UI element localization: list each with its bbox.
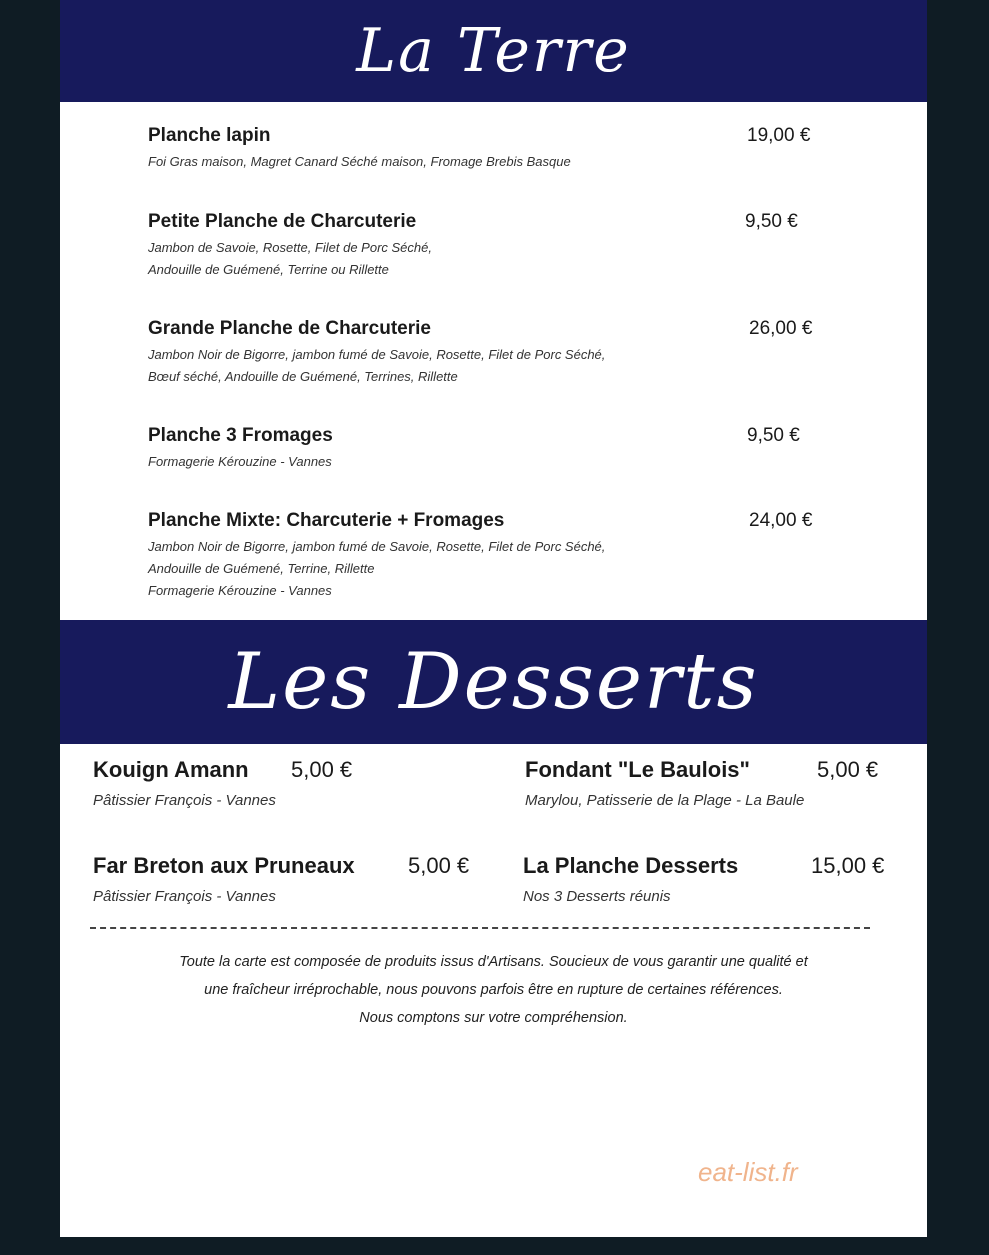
dessert-item <box>525 757 895 809</box>
item-name: Petite Planche de Charcuterie <box>148 211 417 232</box>
les-desserts-title: Les Desserts <box>228 637 759 727</box>
dessert-price: 15,00 € <box>811 853 885 878</box>
menu-item <box>148 125 848 173</box>
notice-text: Toute la carte est composée de produits issus d'Artisans. Soucieux de vous garantir une qualité et une fraîcheur irréprochable, nous pouvons parfois être en rupture de certaines références. Nous comptons sur votre compréhension. <box>179 954 808 1026</box>
menu-item <box>148 425 848 473</box>
item-description: Foi Gras maison, Magret Canard Séché maison, Fromage Brebis Basque <box>148 154 571 169</box>
item-name: Planche 3 Fromages <box>148 425 333 446</box>
item-price: 24,00 € <box>749 510 813 531</box>
item-price: 9,50 € <box>747 425 800 446</box>
item-name: Grande Planche de Charcuterie <box>148 318 431 339</box>
eat-list-watermark: eat-list.fr <box>698 1157 798 1187</box>
dessert-price: 5,00 € <box>817 757 879 782</box>
les-desserts-banner <box>60 620 927 744</box>
dessert-item <box>93 757 513 809</box>
dessert-price: 5,00 € <box>408 853 470 878</box>
item-price: 9,50 € <box>745 211 798 232</box>
menu-page <box>60 0 927 1237</box>
item-price: 26,00 € <box>749 318 813 339</box>
menu-item <box>148 510 848 602</box>
item-price: 19,00 € <box>747 125 811 146</box>
dessert-name: Kouign Amann <box>93 757 249 782</box>
item-description: Jambon de Savoie, Rosette, Filet de Porc Séché, Andouille de Guémené, Terrine ou Rillette <box>148 240 432 277</box>
la-terre-banner <box>60 0 927 102</box>
dessert-description: Pâtissier François - Vannes <box>93 792 276 809</box>
item-name: Planche lapin <box>148 125 271 146</box>
dessert-description: Pâtissier François - Vannes <box>93 888 276 905</box>
dessert-name: La Planche Desserts <box>523 853 739 878</box>
dashed-divider <box>90 927 870 929</box>
item-description: Jambon Noir de Bigorre, jambon fumé de Savoie, Rosette, Filet de Porc Séché, Bœuf séché, Andouille de Guémené, Terrines, Rillette <box>148 347 606 384</box>
dessert-item <box>93 853 513 905</box>
dessert-name: Far Breton aux Pruneaux <box>93 853 355 878</box>
dessert-price: 5,00 € <box>291 757 353 782</box>
item-description: Jambon Noir de Bigorre, jambon fumé de Savoie, Rosette, Filet de Porc Séché, Andouille de Guémené, Terrine, Rillette Formagerie Kérouzine - Vannes <box>148 539 606 598</box>
dessert-name: Fondant "Le Baulois" <box>525 757 750 782</box>
la-terre-title: La Terre <box>356 16 631 86</box>
menu-item <box>148 211 848 281</box>
item-description: Formagerie Kérouzine - Vannes <box>148 454 332 469</box>
item-name: Planche Mixte: Charcuterie + Fromages <box>148 510 505 531</box>
menu-item <box>148 318 848 388</box>
dessert-description: Marylou, Patisserie de la Plage - La Baule <box>525 792 805 809</box>
dessert-description: Nos 3 Desserts réunis <box>523 888 671 905</box>
dessert-item <box>523 853 898 905</box>
